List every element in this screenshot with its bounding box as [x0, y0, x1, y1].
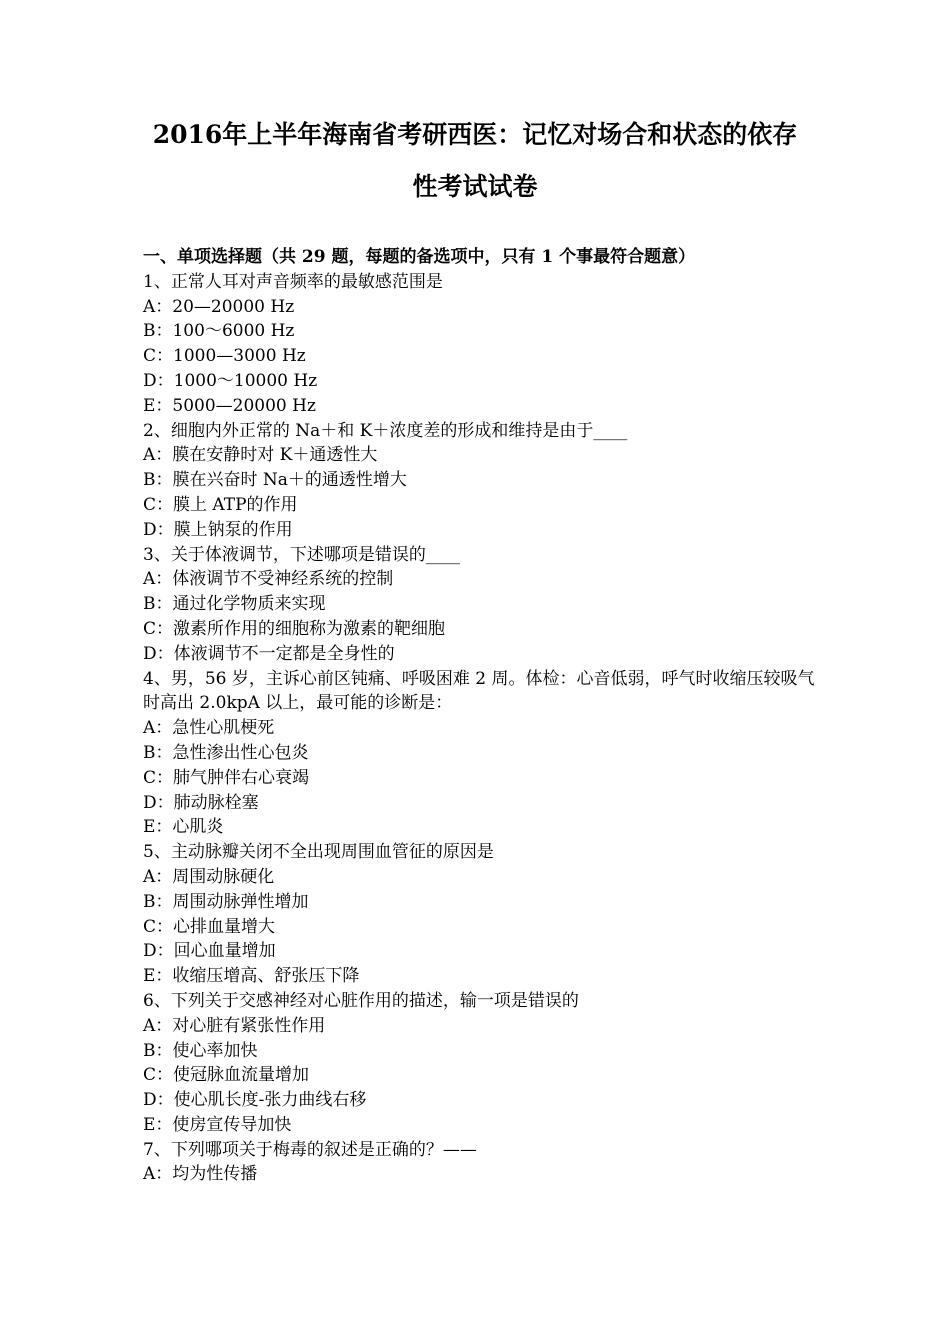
- question-3-option-c: C：激素所作用的细胞称为激素的靶细胞: [143, 618, 446, 639]
- question-4-option-a: A：急性心肌梗死: [143, 718, 275, 739]
- question-6-stem: 6、下列关于交感神经对心脏作用的描述，输一项是错误的: [143, 990, 579, 1011]
- question-7-stem: 7、下列哪项关于梅毒的叙述是正确的？——: [143, 1139, 477, 1160]
- question-2-option-d: D：膜上钠泵的作用: [143, 519, 293, 540]
- question-3-option-b: B：通过化学物质来实现: [143, 594, 326, 615]
- question-3-option-a: A：体液调节不受神经系统的控制: [143, 569, 394, 590]
- question-1-option-a: A：20—20000 Hz: [143, 296, 295, 317]
- question-5-option-b: B：周围动脉弹性增加: [143, 891, 309, 912]
- question-5-option-c: C：心排血量增大: [143, 916, 276, 937]
- question-4-option-e: E：心肌炎: [143, 817, 224, 838]
- question-5-stem: 5、主动脉瓣关闭不全出现周围血管征的原因是: [143, 842, 494, 863]
- exam-content: [143, 245, 823, 1187]
- question-4-stem: 4、男，56 岁，主诉心前区钝痛、呼吸困难 2 周。体检：心音低弱，呼气时收缩压较吸气时高出 2.0kpA 以上，最可能的诊断是：: [143, 668, 815, 714]
- document-title-line2: 性考试试卷: [412, 172, 538, 201]
- question-2-option-a: A：膜在安静时对 K＋通透性大: [143, 445, 378, 466]
- document-title-line1: 2016年上半年海南省考研西医：记忆对场合和状态的依存: [152, 120, 798, 149]
- question-1-option-b: B：100～6000 Hz: [143, 321, 295, 342]
- question-5-option-e: E：收缩压增高、舒张压下降: [143, 966, 360, 987]
- question-1-option-c: C：1000—3000 Hz: [143, 346, 306, 367]
- question-2-stem: 2、细胞内外正常的 Na＋和 K＋浓度差的形成和维持是由于____: [143, 420, 628, 441]
- question-6-option-e: E：使房宣传导加快: [143, 1114, 292, 1135]
- question-5-option-d: D：回心血量增加: [143, 941, 276, 962]
- question-4-option-d: D：肺动脉栓塞: [143, 792, 259, 813]
- question-6-option-c: C：使冠脉血流量增加: [143, 1065, 310, 1086]
- question-6-option-b: B：使心率加快: [143, 1040, 258, 1061]
- question-3-stem: 3、关于体液调节，下述哪项是错误的____: [143, 544, 460, 565]
- question-1-option-e: E：5000—20000 Hz: [143, 395, 316, 416]
- question-1-option-d: D：1000～10000 Hz: [143, 370, 318, 391]
- question-2-option-b: B：膜在兴奋时 Na＋的通透性增大: [143, 470, 407, 491]
- question-2-option-c: C：膜上 ATP的作用: [143, 494, 298, 515]
- question-5-option-a: A：周围动脉硬化: [143, 866, 275, 887]
- question-3-option-d: D：体液调节不一定都是全身性的: [143, 643, 395, 664]
- question-4-option-b: B：急性渗出性心包炎: [143, 742, 309, 763]
- question-6-option-a: A：对心脏有紧张性作用: [143, 1015, 326, 1036]
- question-4-option-c: C：肺气肿伴右心衰竭: [143, 767, 310, 788]
- question-6-option-d: D：使心肌长度-张力曲线右移: [143, 1090, 367, 1111]
- question-7-option-a: A：均为性传播: [143, 1164, 258, 1185]
- section-title: 一、单项选择题（共 29 题，每题的备选项中，只有 1 个事最符合题意）: [143, 247, 696, 267]
- question-1-stem: 1、正常人耳对声音频率的最敏感范围是: [143, 271, 443, 292]
